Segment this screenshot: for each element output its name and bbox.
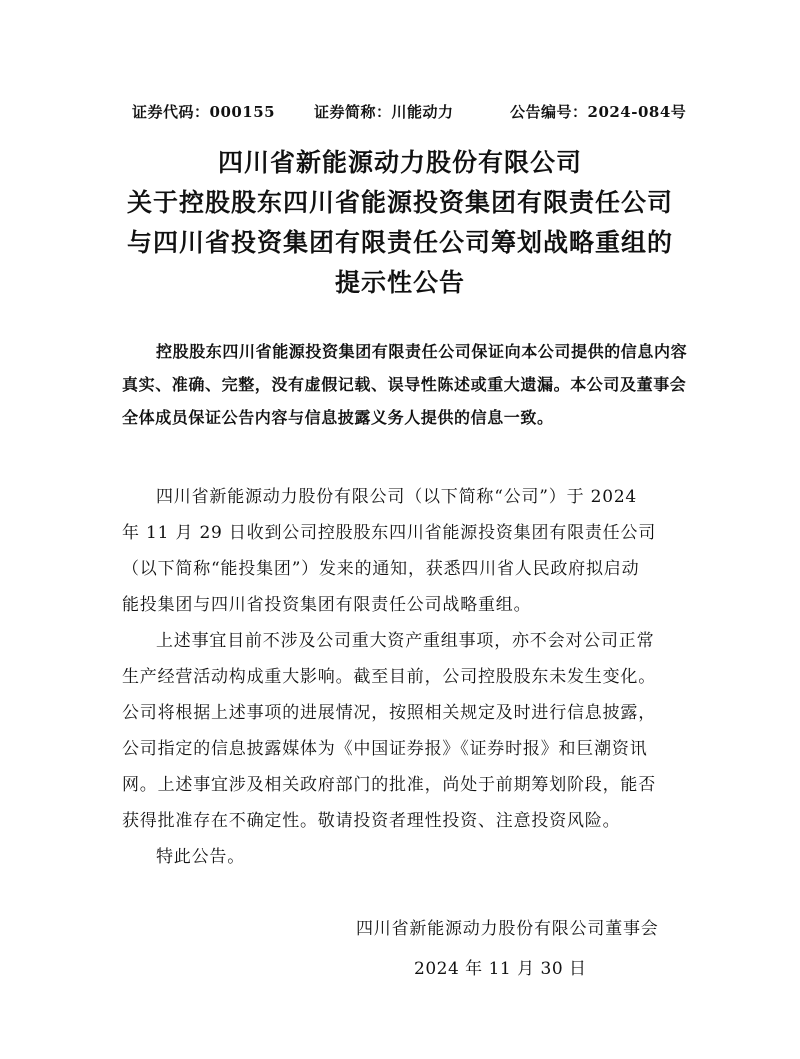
notice-number: 公告编号：2024-084号 xyxy=(510,103,687,121)
declaration-line-1: 控股股东四川省能源投资集团有限责任公司保证向本公司提供的信息内容 xyxy=(156,342,688,361)
title-line-2: 关于控股股东四川省能源投资集团有限责任公司 xyxy=(126,188,673,217)
body-line-5: 上述事宜目前不涉及公司重大资产重组事项，亦不会对公司正常 xyxy=(156,631,655,651)
stock-code: 证券代码：000155 xyxy=(132,103,276,121)
title-line-4: 提示性公告 xyxy=(334,268,465,297)
body-line-8: 公司指定的信息披露媒体为《中国证券报》《证券时报》和巨潮资讯 xyxy=(122,739,648,759)
body-line-11: 特此公告。 xyxy=(156,847,245,867)
body-line-2: 年 11 月 29 日收到公司控股股东四川省能源投资集团有限责任公司 xyxy=(122,523,657,543)
stock-name: 证券简称：川能动力 xyxy=(314,103,454,121)
document-title xyxy=(0,143,800,303)
title-line-3: 与四川省投资集团有限责任公司筹划战略重组的 xyxy=(126,228,673,257)
signature-organization: 四川省新能源动力股份有限公司董事会 xyxy=(356,919,659,939)
accuracy-declaration xyxy=(122,335,688,434)
body-line-4: 能投集团与四川省投资集团有限责任公司战略重组。 xyxy=(122,595,532,615)
announcement-body xyxy=(122,479,682,875)
body-line-10: 获得批准存在不确定性。敬请投资者理性投资、注意投资风险。 xyxy=(122,811,621,831)
declaration-line-3: 全体成员保证公告内容与信息披露义务人提供的信息一致。 xyxy=(122,408,554,427)
body-line-3: （以下简称“能投集团”）发来的通知，获悉四川省人民政府拟启动 xyxy=(122,559,640,579)
body-line-1: 四川省新能源动力股份有限公司（以下简称“公司”）于 2024 xyxy=(156,487,638,507)
declaration-line-2: 真实、准确、完整，没有虚假记载、误导性陈述或重大遗漏。本公司及董事会 xyxy=(122,375,687,394)
title-line-1: 四川省新能源动力股份有限公司 xyxy=(217,148,582,177)
body-line-6: 生产经营活动构成重大影响。截至目前，公司控股股东未发生变化。 xyxy=(122,667,656,687)
signature-date: 2024 年 11 月 30 日 xyxy=(414,959,587,979)
body-line-7: 公司将根据上述事项的进展情况，按照相关规定及时进行信息披露， xyxy=(122,703,656,723)
body-line-9: 网。上述事宜涉及相关政府部门的批准，尚处于前期筹划阶段，能否 xyxy=(122,775,656,795)
document-header xyxy=(0,101,800,125)
